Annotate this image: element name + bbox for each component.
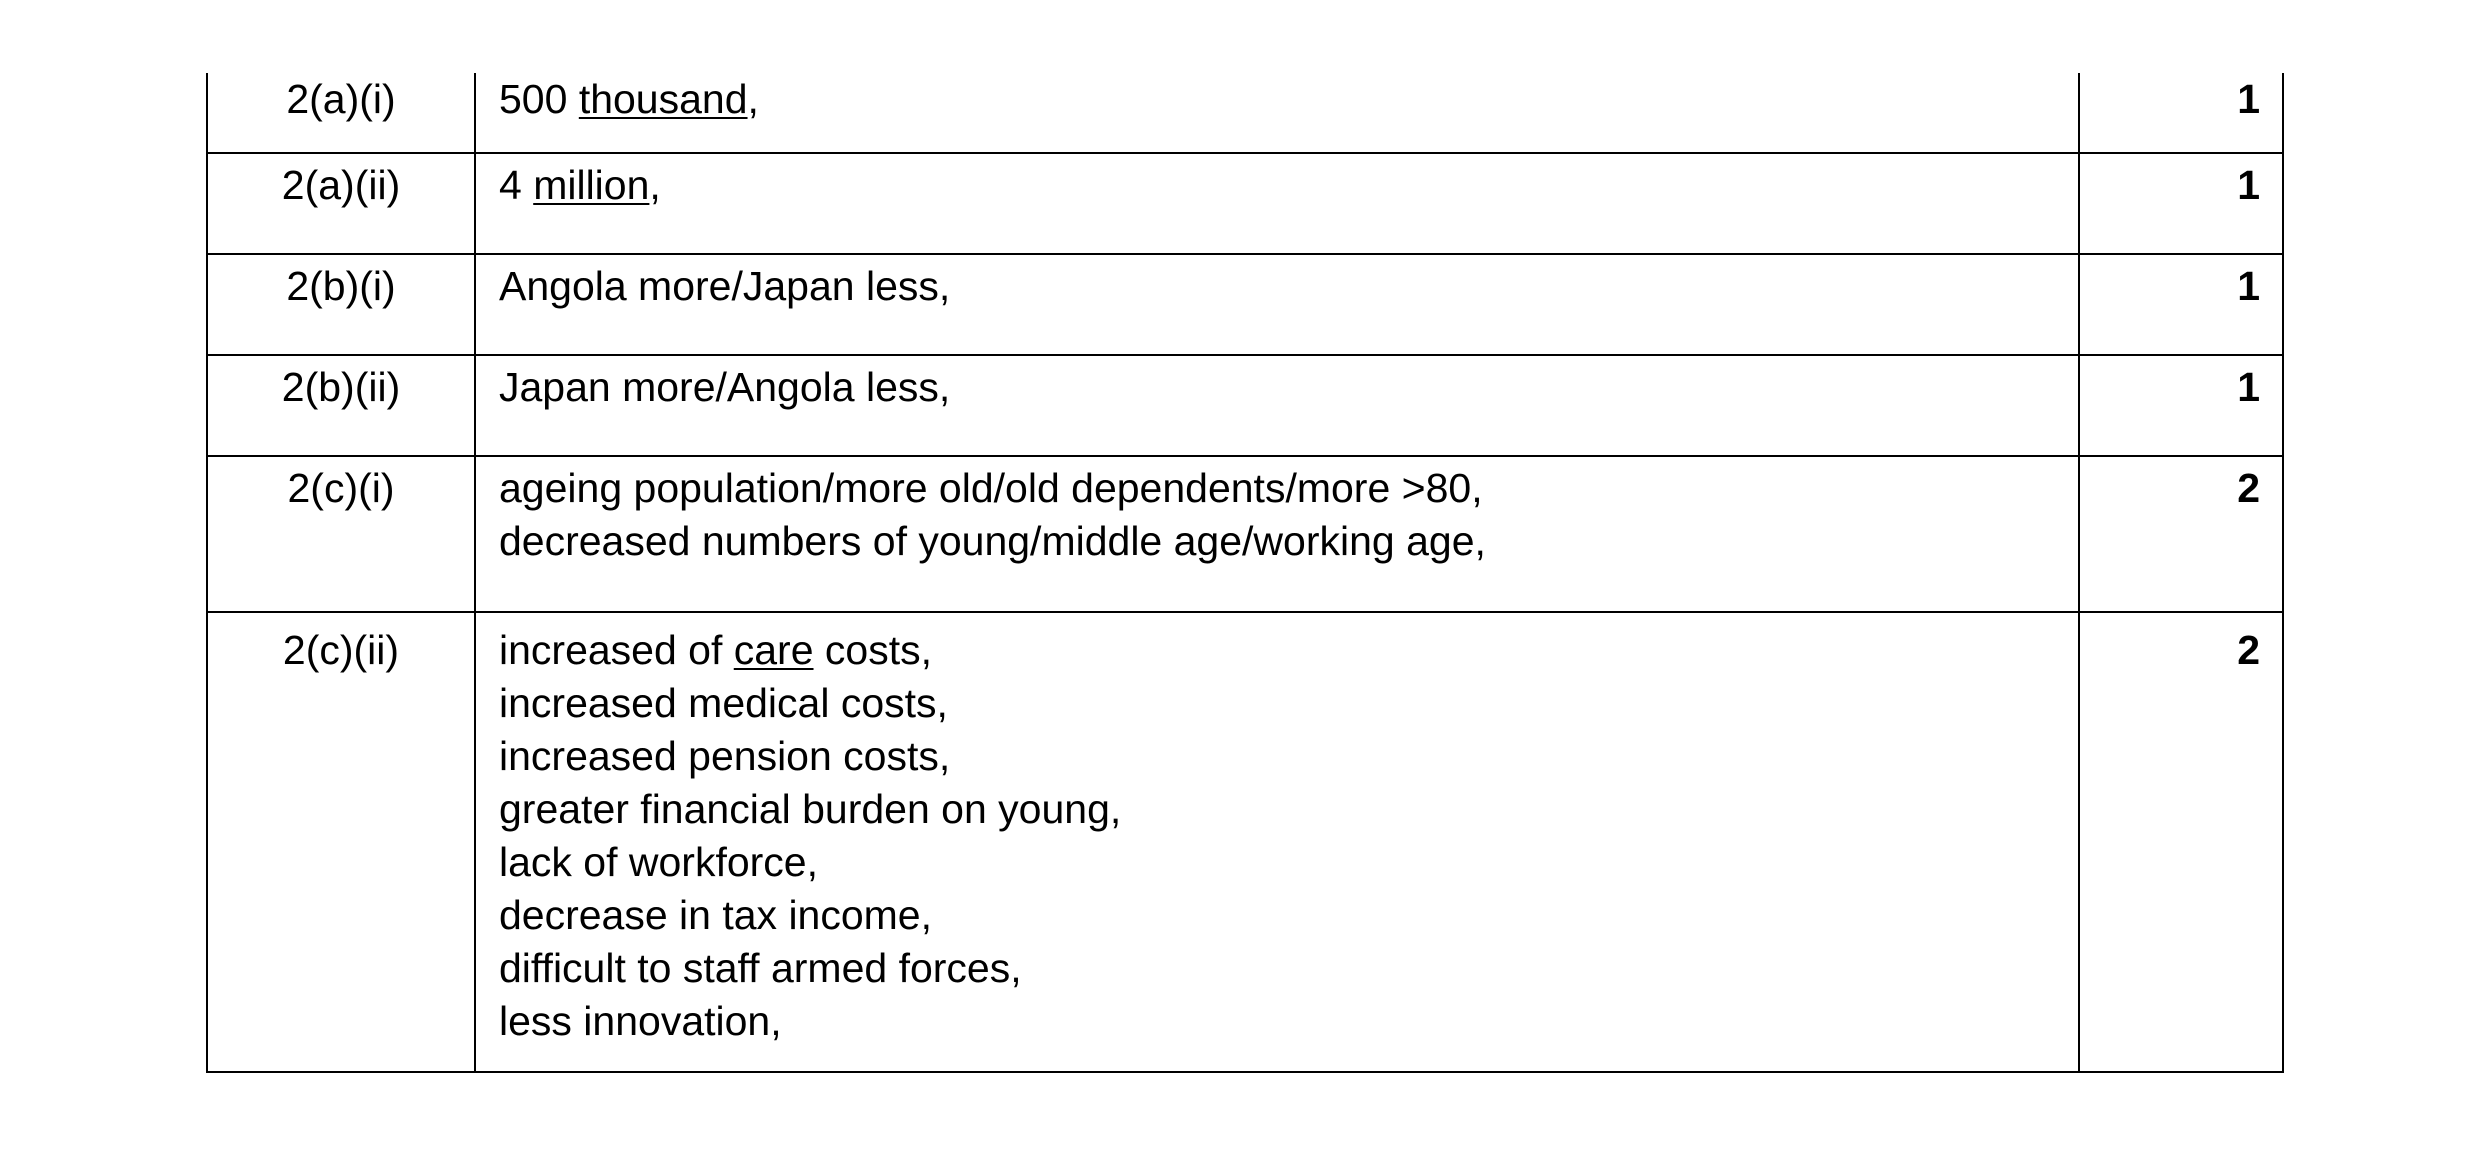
question-number-cell [207, 254, 475, 355]
answer-line: difficult to staff armed forces, [499, 945, 1022, 991]
question-number: 2(c)(ii) [282, 627, 400, 673]
answer-cell [475, 153, 2079, 254]
table-row [207, 456, 2283, 612]
answer-cell [475, 254, 2079, 355]
question-number-cell [207, 73, 475, 153]
mark-scheme-table [206, 73, 2284, 1073]
answer-line [499, 624, 2078, 677]
marks-cell [2079, 355, 2283, 456]
question-number: 2(b)(i) [286, 263, 396, 309]
answer-underlined-text: care [733, 627, 814, 673]
answer-text: increased of [499, 627, 734, 673]
answer-cell [475, 456, 2079, 612]
question-number: 2(a)(ii) [281, 162, 401, 208]
answer-text-after: , [747, 76, 759, 122]
answer-cell [475, 73, 2079, 153]
marks-value: 1 [2237, 76, 2260, 122]
marks-cell [2079, 73, 2283, 153]
answer-text: 500 [499, 76, 579, 122]
marks-cell [2079, 153, 2283, 254]
answer-line: greater financial burden on young, [499, 786, 1122, 832]
question-number: 2(b)(ii) [281, 364, 401, 410]
question-number-cell [207, 355, 475, 456]
answer-line: decrease in tax income, [499, 892, 933, 938]
answer-line: Angola more/Japan less, [499, 263, 951, 309]
question-number-cell [207, 612, 475, 1072]
answer-cell [475, 355, 2079, 456]
answer-line: increased pension costs, [499, 733, 951, 779]
answer-text: 4 [499, 162, 534, 208]
answer-text-after: costs, [813, 627, 932, 673]
table-row [207, 612, 2283, 1072]
answer-line: increased medical costs, [499, 680, 948, 726]
answer-cell [475, 612, 2079, 1072]
answer-line [499, 159, 2078, 212]
marks-cell [2079, 254, 2283, 355]
answer-underlined-text: thousand [578, 76, 748, 122]
answer-underlined-text: million [533, 162, 650, 208]
answer-line: ageing population/more old/old dependents/more >80, [499, 465, 1483, 511]
table-row [207, 254, 2283, 355]
marks-value: 2 [2237, 465, 2260, 511]
marks-cell [2079, 612, 2283, 1072]
answer-text-after: , [649, 162, 661, 208]
answer-line: decreased numbers of young/middle age/working age, [499, 518, 1486, 564]
question-number: 2(c)(i) [287, 465, 395, 511]
marks-value: 1 [2237, 162, 2260, 208]
answer-line [499, 73, 2078, 126]
question-number-cell [207, 153, 475, 254]
answer-line: less innovation, [499, 998, 782, 1044]
marks-value: 1 [2237, 263, 2260, 309]
question-number-cell [207, 456, 475, 612]
marks-cell [2079, 456, 2283, 612]
table-row [207, 355, 2283, 456]
answer-line: lack of workforce, [499, 839, 818, 885]
question-number: 2(a)(i) [286, 76, 396, 122]
marks-value: 2 [2237, 627, 2260, 673]
table-row [207, 153, 2283, 254]
answer-line: Japan more/Angola less, [499, 364, 951, 410]
table-row [207, 73, 2283, 153]
marks-value: 1 [2237, 364, 2260, 410]
